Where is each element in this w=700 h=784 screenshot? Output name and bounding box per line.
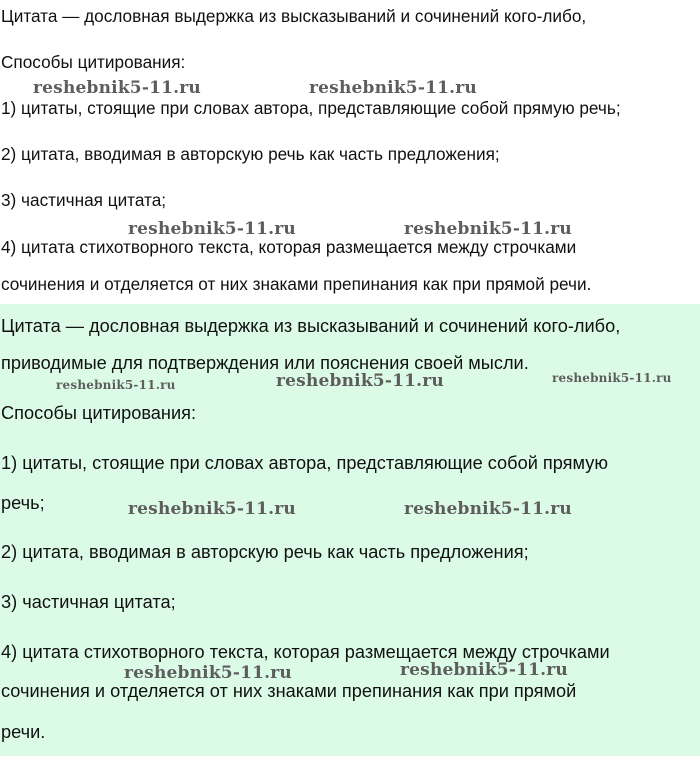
text-line: приводимые для подтверждения или пояснения своей мысли. (1, 353, 529, 373)
text-line: Цитата — дословная выдержка из высказываний и сочинений кого-либо, (1, 316, 621, 336)
watermark: reshebnik5-11.ru (400, 660, 568, 680)
text-line: 3) частичная цитата; (1, 592, 176, 612)
watermark: reshebnik5-11.ru (124, 663, 292, 683)
text-line: сочинения и отделяется от них знаками препинания как при прямой (1, 681, 577, 701)
watermark: reshebnik5-11.ru (552, 371, 672, 385)
watermark: reshebnik5-11.ru (276, 371, 444, 391)
watermark: reshebnik5-11.ru (404, 499, 572, 519)
text-line: 2) цитата, вводимая в авторскую речь как часть предложения; (1, 144, 500, 164)
text-line: Способы цитирования: (1, 403, 197, 423)
text-line: сочинения и отделяется от них знаками препинания как при прямой речи. (1, 274, 592, 294)
text-line: 4) цитата стихотворного текста, которая размещается между строчками (1, 642, 610, 662)
text-line: Способы цитирования: (1, 52, 186, 72)
text-line: 1) цитаты, стоящие при словах автора, представляющие собой прямую речь; (1, 98, 621, 118)
original-text-block (0, 0, 700, 304)
text-line: речь; (1, 493, 45, 513)
text-line: речи. (1, 722, 46, 742)
watermark: reshebnik5-11.ru (56, 378, 176, 392)
text-line: 2) цитата, вводимая в авторскую речь как часть предложения; (1, 542, 529, 562)
watermark: reshebnik5-11.ru (128, 219, 296, 239)
watermark: reshebnik5-11.ru (309, 78, 477, 98)
text-line: Цитата — дословная выдержка из высказываний и сочинений кого-либо, (1, 6, 587, 26)
text-line: 4) цитата стихотворного текста, которая размещается между строчками (1, 237, 577, 257)
text-line: 1) цитаты, стоящие при словах автора, представляющие собой прямую (1, 453, 608, 473)
watermark: reshebnik5-11.ru (404, 219, 572, 239)
text-line: 3) частичная цитата; (1, 190, 167, 210)
watermark: reshebnik5-11.ru (128, 499, 296, 519)
watermark: reshebnik5-11.ru (33, 78, 201, 98)
